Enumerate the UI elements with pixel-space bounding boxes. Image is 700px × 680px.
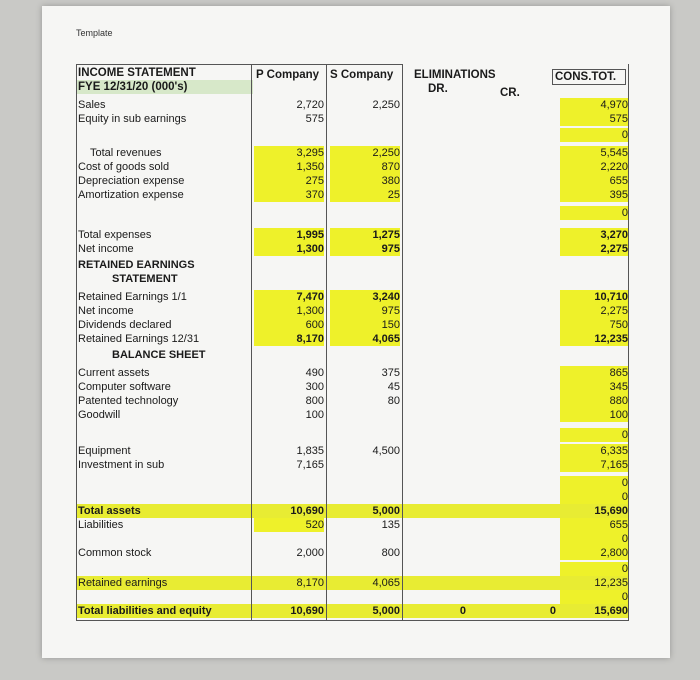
row-label: Equity in sub earnings <box>78 113 187 125</box>
worksheet-row <box>76 174 628 188</box>
s-company-cell[interactable]: 975 <box>330 242 400 256</box>
worksheet-row <box>76 332 628 346</box>
s-company-cell[interactable]: 4,500 <box>372 445 400 457</box>
cons-tot-cell[interactable]: 10,710 <box>560 290 628 304</box>
cons-tot-cell[interactable]: 0 <box>560 428 628 442</box>
cr-header: CR. <box>500 87 520 99</box>
s-company-cell[interactable]: 4,065 <box>372 577 400 589</box>
cons-tot-cell[interactable]: 750 <box>560 318 628 332</box>
s-company-cell[interactable]: 2,250 <box>372 99 400 111</box>
s-company-cell[interactable]: 45 <box>387 381 400 393</box>
cons-tot-cell[interactable]: 5,545 <box>560 146 628 160</box>
cons-tot-cell[interactable]: 0 <box>560 532 628 546</box>
dr-header: DR. <box>428 83 448 95</box>
row-label: Liabilities <box>78 519 124 531</box>
p-company-cell[interactable]: 3,295 <box>254 146 324 160</box>
p-company-cell[interactable]: 2,000 <box>296 547 324 559</box>
worksheet-row <box>76 562 628 576</box>
row-label: Retained Earnings 1/1 <box>78 291 187 303</box>
s-company-cell[interactable]: 135 <box>381 519 400 531</box>
row-label: Net income <box>78 305 134 317</box>
row-label: Net income <box>78 243 134 255</box>
cons-tot-cell[interactable]: 345 <box>560 380 628 394</box>
row-label: Total assets <box>78 505 141 517</box>
s-company-cell[interactable]: 380 <box>330 174 400 188</box>
p-company-cell[interactable]: 600 <box>254 318 324 332</box>
worksheet-row <box>76 112 628 126</box>
p-company-cell[interactable]: 7,470 <box>254 290 324 304</box>
worksheet-row <box>76 490 628 504</box>
worksheet-row <box>76 366 628 380</box>
p-company-cell[interactable]: 1,350 <box>254 160 324 174</box>
p-company-cell[interactable]: 800 <box>305 395 324 407</box>
cons-tot-cell[interactable]: 575 <box>560 112 628 126</box>
worksheet-row <box>76 604 628 618</box>
s-company-cell[interactable]: 5,000 <box>372 505 400 517</box>
row-label: BALANCE SHEET <box>112 349 206 361</box>
cons-tot-cell[interactable]: 2,275 <box>560 242 628 256</box>
worksheet-row <box>76 146 628 160</box>
s-company-cell[interactable]: 25 <box>330 188 400 202</box>
s-company-cell[interactable]: 5,000 <box>372 605 400 617</box>
cons-tot-cell[interactable]: 100 <box>560 408 628 422</box>
p-company-header: P Company <box>256 69 320 81</box>
worksheet-row <box>76 476 628 490</box>
cons-tot-cell[interactable]: 0 <box>560 490 628 504</box>
eliminations-header: ELIMINATIONS <box>414 69 496 81</box>
worksheet-row <box>76 290 628 304</box>
cons-tot-cell[interactable]: 0 <box>560 128 628 142</box>
p-company-cell[interactable]: 1,300 <box>254 304 324 318</box>
p-company-cell[interactable]: 10,690 <box>290 605 324 617</box>
worksheet-row <box>76 408 628 422</box>
worksheet-row <box>76 380 628 394</box>
worksheet-row <box>76 206 628 220</box>
worksheet-row <box>76 188 628 202</box>
s-company-cell[interactable]: 870 <box>330 160 400 174</box>
worksheet-row <box>76 458 628 472</box>
worksheet-row <box>76 258 628 272</box>
worksheet-row <box>76 304 628 318</box>
cons-tot-cell[interactable]: 6,335 <box>560 444 628 458</box>
document-title: Template <box>76 28 113 38</box>
cons-tot-cell[interactable]: 0 <box>560 562 628 576</box>
cons-tot-cell[interactable]: 395 <box>560 188 628 202</box>
p-company-cell[interactable]: 8,170 <box>254 332 324 346</box>
cons-tot-cell[interactable]: 2,220 <box>560 160 628 174</box>
row-label: Amortization expense <box>78 189 184 201</box>
worksheet-row <box>76 242 628 256</box>
p-company-cell[interactable]: 490 <box>305 367 324 379</box>
p-company-cell[interactable]: 1,995 <box>254 228 324 242</box>
p-company-cell[interactable]: 100 <box>305 409 324 421</box>
cons-tot-header: CONS.TOT. <box>552 69 626 85</box>
worksheet-row <box>76 228 628 242</box>
worksheet-row <box>76 272 628 286</box>
row-label: Investment in sub <box>78 459 165 471</box>
p-company-cell[interactable]: 2,720 <box>296 99 324 111</box>
p-company-cell[interactable]: 7,165 <box>296 459 324 471</box>
cons-tot-cell[interactable]: 655 <box>560 518 628 532</box>
cons-tot-cell[interactable]: 12,235 <box>594 577 628 589</box>
row-label: Patented technology <box>78 395 179 407</box>
s-company-cell[interactable]: 2,250 <box>330 146 400 160</box>
row-label: Computer software <box>78 381 171 393</box>
p-company-cell[interactable]: 1,835 <box>296 445 324 457</box>
worksheet-row <box>76 128 628 142</box>
cons-tot-cell[interactable]: 3,270 <box>560 228 628 242</box>
worksheet-row <box>76 444 628 458</box>
row-label: Total liabilities and equity <box>78 605 212 617</box>
p-company-cell[interactable]: 370 <box>254 188 324 202</box>
worksheet-row <box>76 160 628 174</box>
worksheet-row <box>76 428 628 442</box>
worksheet-row <box>76 348 628 362</box>
worksheet-row <box>76 98 628 112</box>
cr-cell[interactable]: 0 <box>549 605 556 617</box>
cons-tot-cell[interactable]: 12,235 <box>560 332 628 346</box>
row-label: Retained Earnings 12/31 <box>78 333 200 345</box>
row-label: Total expenses <box>78 229 152 241</box>
row-label: Total revenues <box>90 147 162 159</box>
s-company-cell[interactable]: 4,065 <box>330 332 400 346</box>
worksheet-row <box>76 590 628 604</box>
fye-heading: FYE 12/31/20 (000's) <box>76 80 253 94</box>
row-label: Common stock <box>78 547 152 559</box>
s-company-cell[interactable]: 375 <box>381 367 400 379</box>
income-statement-heading: INCOME STATEMENT <box>78 67 196 79</box>
s-company-cell[interactable]: 150 <box>330 318 400 332</box>
worksheet-row <box>76 546 628 560</box>
row-label: Dividends declared <box>78 319 172 331</box>
s-company-cell[interactable]: 1,275 <box>330 228 400 242</box>
worksheet-row <box>76 394 628 408</box>
cons-tot-cell[interactable]: 0 <box>560 476 628 490</box>
cons-tot-cell[interactable]: 4,970 <box>560 98 628 112</box>
p-company-cell[interactable]: 275 <box>254 174 324 188</box>
cons-tot-cell[interactable]: 2,800 <box>560 546 628 560</box>
worksheet-row <box>76 504 628 518</box>
p-company-cell[interactable]: 575 <box>305 113 324 125</box>
row-label: Goodwill <box>78 409 121 421</box>
cons-tot-cell[interactable]: 0 <box>560 206 628 220</box>
cons-tot-cell[interactable]: 865 <box>560 366 628 380</box>
worksheet-row <box>76 532 628 546</box>
p-company-cell[interactable]: 300 <box>305 381 324 393</box>
s-company-cell[interactable]: 975 <box>330 304 400 318</box>
p-company-cell[interactable]: 8,170 <box>296 577 324 589</box>
s-company-cell[interactable]: 3,240 <box>330 290 400 304</box>
row-label: Current assets <box>78 367 150 379</box>
row-label: Retained earnings <box>78 577 168 589</box>
row-label: STATEMENT <box>112 273 178 285</box>
worksheet-row <box>76 518 628 532</box>
row-label: Depreciation expense <box>78 175 185 187</box>
cons-tot-cell[interactable]: 655 <box>560 174 628 188</box>
row-label: Cost of goods sold <box>78 161 170 173</box>
s-company-header: S Company <box>330 69 394 81</box>
row-label: Equipment <box>78 445 131 457</box>
cons-tot-cell[interactable]: 0 <box>560 590 628 604</box>
row-label: Sales <box>78 99 106 111</box>
cons-tot-cell[interactable]: 7,165 <box>560 458 628 472</box>
dr-cell[interactable]: 0 <box>459 605 466 617</box>
s-company-cell[interactable]: 800 <box>381 547 400 559</box>
cons-tot-cell[interactable]: 880 <box>560 394 628 408</box>
cons-tot-cell[interactable]: 2,275 <box>560 304 628 318</box>
s-company-cell[interactable]: 80 <box>387 395 400 407</box>
row-label: RETAINED EARNINGS <box>78 259 195 271</box>
cons-tot-cell[interactable]: 15,690 <box>594 605 628 617</box>
cons-tot-cell[interactable]: 15,690 <box>594 505 628 517</box>
p-company-cell[interactable]: 10,690 <box>290 505 324 517</box>
worksheet-row <box>76 576 628 590</box>
p-company-cell[interactable]: 1,300 <box>254 242 324 256</box>
p-company-cell[interactable]: 520 <box>254 518 324 532</box>
worksheet-row <box>76 318 628 332</box>
